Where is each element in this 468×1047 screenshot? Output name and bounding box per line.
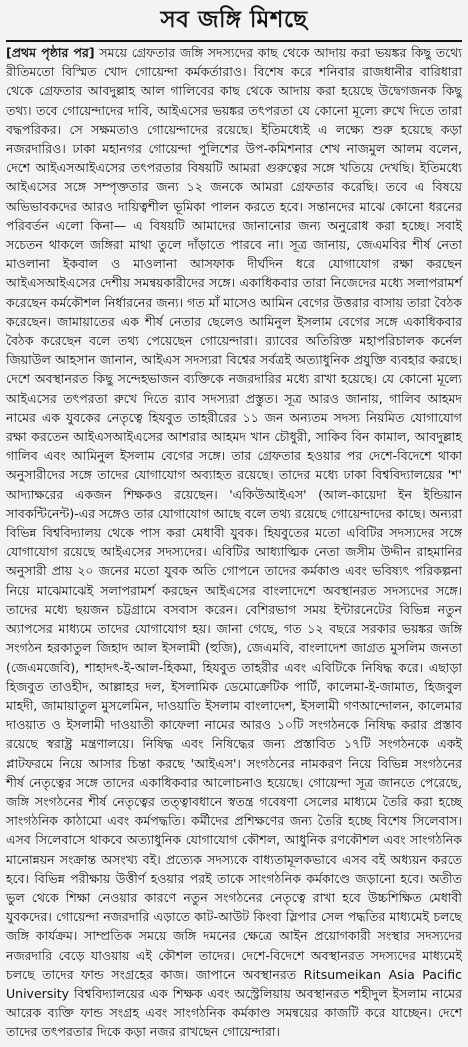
continuation-kicker: [প্রথম পৃষ্ঠার পর] [6,45,95,60]
headline: সব জঙ্গি মিশছে [160,6,308,33]
headline-area [6,0,462,40]
headline-rule [6,40,462,42]
article-body [6,43,462,1042]
article-text: সময়ে গ্রেফতার জঙ্গি সদস্যদের কাছ থেকে আদায় করা ভয়ঙ্কর কিছু তথ্যে রীতিমতো বিস্মিত খোদ গোয়েন্দা কর্মকর্তারাও। বিশেষ করে শনিবার রাজধানীর বারিধারা থেকে গ্রেফতার আবদুল্লাহ আল গালিবের কাছ থেকে আদায় করা হয়েছে উদ্বেগজনক কিছু তথ্য। তবে গোয়েন্দাদের দাবি, আইএসের ভয়ঙ্কর তৎপরতা যে কোনো মূল্যে রুখে দিতে তারা বদ্ধপরিকর। সে সক্ষমতাও গোয়েন্দাদের রয়েছে। ইতিমধ্যেই এ লক্ষ্যে শুরু হয়েছে কড়া নজরদারিও। ঢাকা মহানগর গোয়েন্দা পুলিশের উপ-কমিশনার শেখ নাজমুল আলম বলেন, দেশে আইএসআইএসের তৎপরতার বিষয়টি আমরা গুরুত্বের সঙ্গে খতিয়ে দেখছি। ইতিমধ্যে আইএসের সঙ্গে সম্পৃক্ততার জন্য ১২ জনকে আমরা গ্রেফতার করেছি। তবে এ বিষয়ে অভিভাবকদের আরও দায়িত্বশীল ভূমিকা পালন করতে হবে। সন্তানদের মাঝে কোনো ধরনের পরিবর্তন এলো কিনা— এ বিষয়টি আমাদের জানানোর জন্য অনুরোধ করা হচ্ছে। সবাই সচেতন থাকলে জঙ্গিরা মাথা তুলে দাঁড়াতে পারবে না। সূত্র জানায়, জেএমবির শীর্ষ নেতা মাওলানা ইকবাল ও মাওলানা আসফাক দীর্ঘদিন ধরে যোগাযোগ রক্ষা করছেন আইএসআইএসের দেশীয় সমন্বয়কারীদের সঙ্গে। একাধিকবার তারা নিজেদের মধ্যে সলাপরামর্শ করেছেন কর্মকৌশল নির্ধারনের জন্য। গত মাঁ মাসেও আমিন বেগের উত্তরার বাসায় তারা বৈঠক করেছেন। জামায়াতের এক শীর্ষ নেতার ছেলেও আমিনুল ইসলাম বেগের সঙ্গে একাধিকবার বৈঠক করেছেন বলে তথ্য পেয়েছেন গোয়েন্দারা। র‌্যাবের অতিরিক্ত মহাপরিচালক কর্নেল জিয়াউল আহসান জানান, আইএস সদস্যরা বিশ্বের সর্বত্রই অত্যাধুনিক প্রযুক্তি ব্যবহার করছে। দেশে অবস্থানরত কিছু সন্দেহভাজন ব্যক্তিকে নজরদারির মধ্যে রাখা হয়েছে। যে কোনো মূল্যে আইএসের তৎপরতা রুখে দিতে র‌্যাব সদস্যরা প্রস্তুত। সূত্র আরও জানায়, গালিব আহমদ নামের এক যুবকের নেতৃত্বে হিযবুত তাহরীরের ১১ জন অন্যতম সদস্য নিয়মিত যোগাযোগ রক্ষা করতেন আইএসআইএসের আশরার আহমদ খান চৌধুরী, সাকিব বিন কামাল, আবদুল্লাহ গালিব এবং আমিনুল ইসলাম বেগের সঙ্গে। তার গ্রেফতার হওয়ার পর দেশে-বিদেশে থাকা অনুসারীদের সঙ্গে তাদের যোগাযোগ অব্যাহত রয়েছে। তাদের মধ্যে ঢাকা বিশ্ববিদ্যালয়ের 'শ' আদ্যাক্ষরের একজন শিক্ষকও রয়েছেন। 'একিউআইএস' (আল-কায়েদা ইন ইন্ডিয়ান সাবকন্টিনেন্ট)-এর সঙ্গেও তার যোগাযোগ আছে বলে তথ্য রয়েছে গোয়েন্দাদের কাছে। অন্যরা বিভিন্ন বিশ্ববিদ্যালয় থেকে পাস করা মেধাবী যুবক। হিযবুতের মতো এবিটির সদস্যদের সঙ্গে যোগাযোগ রয়েছে আইএসের সদস্যদের। এবিটির আধ্যাত্মিক নেতা জসীম উদ্দীন রাহমানির অনুসারী প্রায় ২০ জনের মতো যুবক অতি গোপনে তাদের কর্মকাণ্ড এবং ভবিষ্যৎ পরিকল্পনা নিয়ে মাঝেমাঝেই সলাপরামর্শ করছেন আইএসের বাংলাদেশে অবস্থানরত সদস্যদের সঙ্গে। তাদের মধ্যে ছয়জন চট্টগ্রামে বসবাস করেন। বেশিরভাগ সময় ইন্টারনেটের বিভিন্ন নতুন অ্যাপসের মাধ্যমে তাদের যোগাযোগ হয়। জানা গেছে, গত ১২ বছরে সরকার ভয়ঙ্কর জঙ্গি সংগঠন হরকাতুল জিহাদ আল ইসলামী (হুজি), জেএমবি, বাংলাদেশ জাগ্রত মুসলিম জনতা (জেএমজেবি), শাহাদৎ-ই-আল-হিকমা, হিযবুত তাহরীর এবং এবিটিকে নিষিদ্ধ করে। এছাড়া হিজবুত তাওহীদ, আল্লাহর দল, ইসলামিক ডেমোক্রেটিক পার্টি, কালেমা-ই-জামাত, হিজবুল মাহদী, জামায়াতুল মুসলেমিন, দাওয়াতি ইসলাম বাংলাদেশ, ইসলামী গণআন্দোলন, কালেমার দাওয়াত ও ইসলামী দাওয়াতী কাফেলা নামের আরও ১০টি সংগঠনকে নিষিদ্ধ করার প্রস্তাব রয়েছে স্বরাষ্ট্র মন্ত্রণালয়ে। নিষিদ্ধ এবং নিষিদ্ধের জন্য প্রস্তাবিত ১৭টি সংগঠনকে একই প্লাটফরমে নিয়ে আসার চিন্তা করছে 'আইএস'। সংগঠনের নামকরণ নিয়ে বিভিন্ন সংগঠনের শীর্ষ নেতৃত্বের সঙ্গে তাদের একাধিকবার আলোচনাও হয়েছে। গোয়েন্দা সূত্র জানতে পেরেছে, জঙ্গি সংগঠনের শীর্ষ নেতৃত্বের তত্ত্বাবধানে স্বতন্ত্র গবেষণা সেলের মাধ্যমে তৈরি করা হচ্ছে সাংগঠনিক কাঠামো এবং কর্মপদ্ধতি। কর্মীদের প্রশিক্ষণের জন্য তৈরি হচ্ছে বিশেষ সিলেবাস। এসব সিলেবাসে থাকবে অত্যাধুনিক যোগাযোগ কৌশল, আধুনিক রণকৌশল এবং সাংগঠনিক মানোন্নয়ন সংক্রান্ত অসংখ্য বই। প্রত্যেক সদস্যকে বাধ্যতামূলকভাবে এসব বই অধ্যয়ন করতে হবে। বিভিন্ন পরীক্ষায় উত্তীর্ণ হওয়ার পরই তাকে সাংগঠনিক কর্মকাণ্ডে জড়ানো হবে। অতীত ভুল থেকে শিক্ষা নেওয়ার কারণে নতুন সংগঠনের নেতৃত্বে রাখা হবে উচ্চশিক্ষিত মেধাবী যুবকদের। গোয়েন্দা নজরদারি এড়াতে কাট-আউট কিংবা স্লিপার সেল পদ্ধতির মাধ্যমেই চলছে জঙ্গি কার্যক্রম। সাম্প্রতিক সময়ে জঙ্গি দমনের ক্ষেত্রে আইন প্রয়োগকারী সংস্থার সদস্যদের নজরদারি বেড়ে যাওয়ায় এই কৌশল তাদের। দেশে-বিদেশে অবস্থানরত সদস্যদের মাধ্যমেই চলছে তাদের ফান্ড সংগ্রহের কাজ। জাপানে অবস্থানরত Ritsumeikan Asia Pacific University বিশ্ববিদ্যালয়ের এক শিক্ষক এবং অস্ট্রেলিয়ায় অবস্থানরত শহীদুল ইসলাম নামের আরেক ব্যক্তি ফান্ড সংগ্রহ এবং সাংগঠনিক কর্মকাণ্ড সমন্বয়ের কাজটি করে যাচ্ছেন। দেশে তাদের তৎপরতার দিকে কড়া নজর রাখছেন গোয়েন্দারা। [6,45,462,1040]
